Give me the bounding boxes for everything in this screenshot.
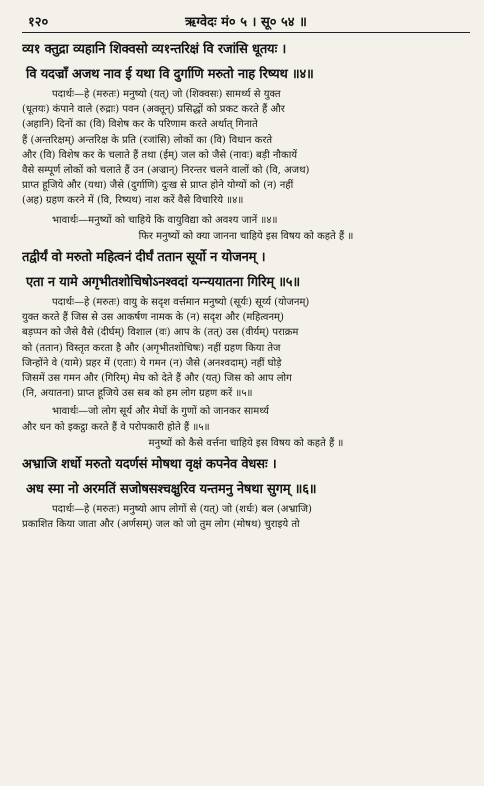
mantra-line: व्य१ क्तुद्रा व्यहानि शिक्वसो व्य१न्तरिक्षं वि रजांसि धूतयः । <box>22 42 287 57</box>
padartha-6 <box>22 502 470 532</box>
text-line: प्रकाशित किया जाता और (अर्णसम्) जल को जो तुम लोग (मोषथ) चुराइये तो <box>22 519 300 531</box>
text-line: को (ततान) विस्तृत करता है और (अगृभीतशोचिषः) नहीं ग्रहण किया तेज <box>22 342 281 354</box>
text-line: और धन को इकट्ठा करते हैं वे परोपकारी होते हैं ॥५॥ <box>22 421 210 433</box>
text-line: प्राप्त हूजिये और (यथा) जैसे (दुर्गाणि) दुःख से प्राप्त होने योग्यों को (न) नहीं <box>22 180 294 192</box>
text-line: युक्त करते हैं जिस से उस आकर्षण नामक के (न) सदृश और (महित्वनम्) <box>22 312 284 324</box>
text-line: जिसमें उस गमन और (गिरिम्) मेघ को देते हैं और (यत्) जिस को आप लोग <box>22 373 292 385</box>
mantra-line: वि यदज्राँ अजथ नाव ई यथा वि दुर्गाणि मरुतो नाह रिष्यथ ॥४॥ <box>26 67 314 82</box>
mantra-line: तद्वीर्यं वो मरुतो महित्वनं दीर्घं ततान सूर्यो न योजनम् । <box>22 250 266 266</box>
text-line: जिन्होंने वे (यामे) प्रहर में (एताः) ये गमन (न) जैसे (अनश्वदाम्) नहीं घोड़े <box>22 357 282 369</box>
text-line: (नि, अयातना) प्राप्त हूजिये उस सब को हम लोग ग्रहण करें ॥५॥ <box>22 388 253 400</box>
mantra-5 <box>22 245 470 295</box>
text-line: हैं (अन्तरिक्षम्) अन्तरिक्ष के प्रति (रजांसि) लोकों का (वि) विधान करते <box>22 134 273 146</box>
mantra-line: अध स्मा नो अरमतिं सजोषसश्चक्षुरिव यन्तमनु नेषथा सुगम् ॥६॥ <box>26 482 317 498</box>
text-line: और (वि) विशेष कर के चलाते हैं तथा (ईम्) जल को जैसे (नावः) बड़ी नौकायें <box>22 149 298 161</box>
page-header <box>22 8 470 30</box>
transition-note: मनुष्यों को कैसे वर्त्तना चाहिये इस विषय को कहते हैं ॥ <box>148 437 344 449</box>
mantra-6 <box>22 452 470 502</box>
mantra-line: एता न यामे अगृभीतशोचिषोऽनश्वदां यन्न्ययातना गिरिम् ॥५॥ <box>26 275 300 291</box>
padartha-5 <box>22 295 470 401</box>
text-line: (अह) ग्रहण करने में (वि, रिष्यथ) नाश करें वैसे विचारिये ॥४॥ <box>22 195 244 207</box>
bhavartha-4: भावार्थः—मनुष्यों को चाहिये कि वायुविद्या को अवश्य जानें ॥४॥ <box>52 214 278 226</box>
page-number: १२० <box>28 15 49 30</box>
text-line: वैसे सम्पूर्ण लोकों को चलाते हैं उन (अज्रान्) निरन्तर चलने वालों को (वि, अजथ) <box>22 165 310 177</box>
transition-note: फिर मनुष्यों को क्या जानना चाहिये इस विषय को कहते हैं ॥ <box>138 230 354 242</box>
header-rule <box>22 32 470 33</box>
text-line: पदार्थः—हे (मरुतः) मनुष्यो आप लोगों से (यत्) जो (शर्धः) बल (अभ्राजि) <box>52 504 312 516</box>
text-line: पदार्थः—हे (मरुतः) मनुष्यो (यत्) जो (शिक्वसः) सामर्थ्य से युक्त <box>52 89 281 100</box>
text-line: (धूतयः) कंपाने वाले (रुद्राः) पवन (अक्तून्) प्रसिद्धों को प्रकट करते हैं और <box>22 104 285 116</box>
text-line: बड़प्पन को जैसे वैसे (दीर्घम्) विशाल (वः) आप के (तत्) उस (वीर्यम्) पराक्रम <box>22 327 299 339</box>
mantra-line: अभ्राजि शर्धो मरुतो यदर्णसं मोषथा वृक्षं कपनेव वेधसः । <box>22 457 277 473</box>
padartha-4 <box>22 87 470 209</box>
bhavartha-5 <box>22 404 470 434</box>
text-line: (अहानि) दिनों का (वि) विशेष कर के परिणाम करते अर्थात् गिनाते <box>22 119 258 131</box>
text-line: पदार्थः—हे (मरुतः) वायु के सदृश वर्त्तमान मनुष्यो (सूर्यः) सूर्य्य (योजनम्) <box>52 297 310 309</box>
running-title: ऋग्वेदः मं० ५ । सू० ५४ ॥ <box>185 15 307 30</box>
text-line: भावार्थः—जो लोग सूर्य और मेघों के गुणों को जानकर सामर्थ्य <box>52 406 269 418</box>
mantra-4 <box>22 37 470 87</box>
